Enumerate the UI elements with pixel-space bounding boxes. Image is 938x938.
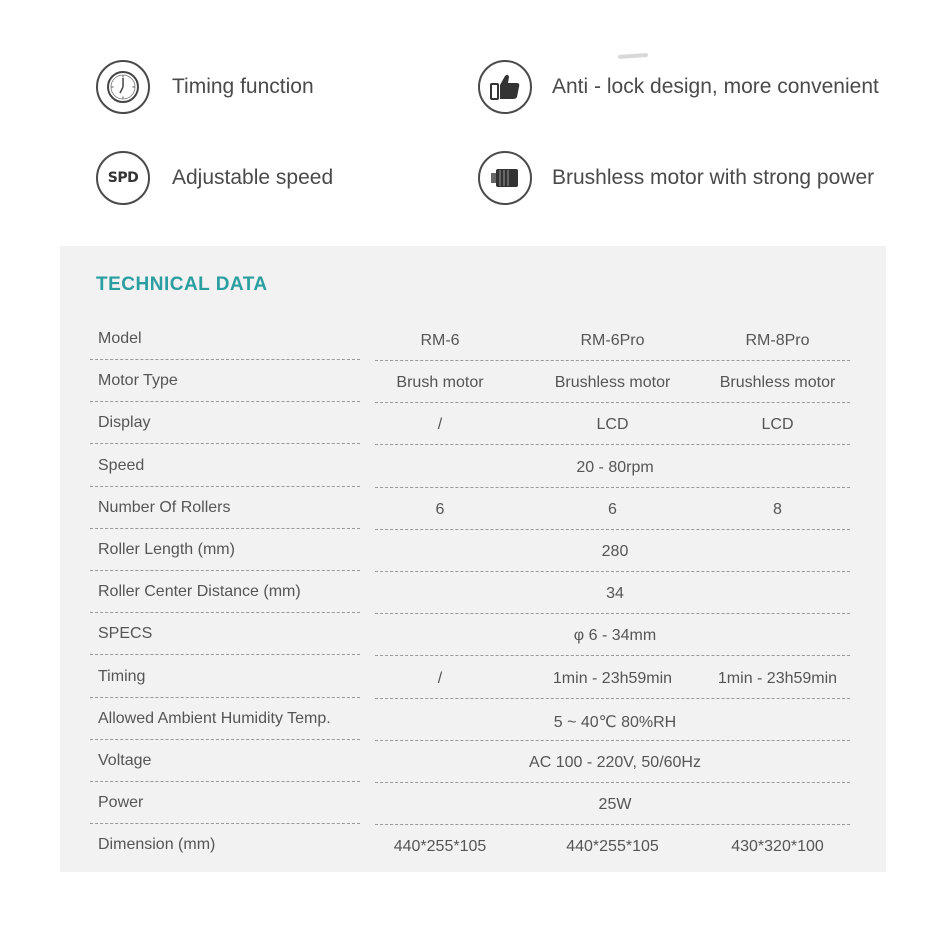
- spec-label: Roller Center Distance (mm): [98, 583, 301, 601]
- spec-value: /: [437, 416, 443, 434]
- spec-value: Brushless motor: [554, 374, 671, 392]
- spec-row: [60, 326, 886, 368]
- spec-value: /: [437, 669, 443, 687]
- row-divider: [375, 824, 850, 825]
- spd-icon-text: SPD: [107, 170, 139, 186]
- spec-row: [60, 579, 886, 621]
- spec-label: Model: [98, 330, 142, 347]
- spec-value: 1min - 23h59min: [552, 669, 673, 687]
- spec-value: LCD: [596, 416, 629, 434]
- feature-label: Brushless motor with strong power: [552, 166, 875, 189]
- spec-row: [60, 537, 886, 579]
- spec-value: 1min - 23h59min: [717, 669, 838, 687]
- spec-value: Brushless motor: [719, 374, 836, 392]
- spec-value: 6: [608, 500, 617, 518]
- row-divider: [90, 528, 360, 529]
- spec-label: Roller Length (mm): [98, 541, 235, 558]
- spec-row: [60, 410, 886, 452]
- row-divider: [375, 487, 850, 488]
- spec-row: [60, 706, 886, 748]
- row-divider: [90, 401, 360, 402]
- technical-data-panel: [60, 246, 886, 872]
- spec-value: 25W: [598, 796, 632, 814]
- row-divider: [90, 654, 360, 655]
- row-divider: [375, 360, 850, 361]
- feature-label: Adjustable speed: [172, 166, 334, 189]
- row-divider: [375, 529, 850, 530]
- spec-value: 440*255*105: [393, 838, 487, 856]
- spec-value: 8: [773, 500, 782, 518]
- row-divider: [375, 655, 850, 656]
- clock-icon: [96, 60, 150, 114]
- spec-value: RM-6Pro: [580, 332, 645, 349]
- row-divider: [375, 782, 850, 783]
- row-divider: [90, 823, 360, 824]
- spec-value: 430*320*100: [731, 838, 824, 856]
- spec-value: RM-8Pro: [745, 332, 810, 349]
- thumbs-up-icon: [478, 60, 532, 114]
- spd-icon: [96, 151, 150, 205]
- spec-label: Speed: [98, 456, 145, 474]
- spec-value: AC 100 - 220V, 50/60Hz: [529, 754, 701, 771]
- spec-row: [60, 748, 886, 790]
- feature-anti-lock: [478, 60, 879, 114]
- row-divider: [375, 613, 850, 614]
- spec-label: Power: [98, 794, 144, 812]
- spec-row: [60, 621, 886, 663]
- spec-value: φ 6 - 34mm: [573, 627, 657, 645]
- spec-value: Brush motor: [396, 374, 484, 392]
- spec-label: Motor Type: [98, 372, 178, 390]
- row-divider: [90, 359, 360, 360]
- spec-value: 440*255*105: [566, 838, 659, 856]
- spec-row: [60, 832, 886, 874]
- spec-row: [60, 368, 886, 410]
- spec-row: [60, 453, 886, 495]
- spec-row: [60, 495, 886, 537]
- row-divider: [90, 570, 360, 571]
- section-title: TECHNICAL DATA: [96, 274, 268, 295]
- row-divider: [90, 739, 360, 740]
- spec-row: [60, 664, 886, 706]
- spec-label: Allowed Ambient Humidity Temp.: [98, 709, 331, 727]
- row-divider: [90, 486, 360, 487]
- spec-label: Display: [98, 414, 151, 432]
- row-divider: [375, 571, 850, 572]
- spec-label: Timing: [98, 667, 146, 685]
- row-divider: [90, 781, 360, 782]
- spec-value: 280: [601, 543, 629, 560]
- spec-label: Number Of Rollers: [98, 498, 231, 516]
- spec-label: SPECS: [98, 625, 153, 643]
- feature-brushless-motor: [478, 151, 874, 205]
- row-divider: [90, 443, 360, 444]
- row-divider: [375, 698, 850, 699]
- spec-value: 5 ~ 40℃ 80%RH: [553, 713, 677, 731]
- row-divider: [90, 697, 360, 698]
- row-divider: [375, 402, 850, 403]
- spec-value: RM-6: [420, 332, 460, 349]
- row-divider: [90, 612, 360, 613]
- feature-label: Timing function: [172, 75, 314, 98]
- feature-timing: [96, 60, 314, 114]
- spec-value: 6: [435, 500, 445, 518]
- spec-row: [60, 790, 886, 832]
- motor-icon: [478, 151, 532, 205]
- feature-label: Anti - lock design, more convenient: [552, 75, 879, 98]
- feature-speed: [96, 151, 333, 205]
- row-divider: [375, 444, 850, 445]
- spec-value: 20 - 80rpm: [576, 458, 654, 476]
- decorative-mark: [618, 53, 648, 59]
- row-divider: [375, 740, 850, 741]
- spec-value: LCD: [761, 416, 794, 434]
- spec-label: Dimension (mm): [98, 836, 216, 854]
- spec-value: 34: [606, 585, 624, 603]
- spec-label: Voltage: [98, 752, 152, 769]
